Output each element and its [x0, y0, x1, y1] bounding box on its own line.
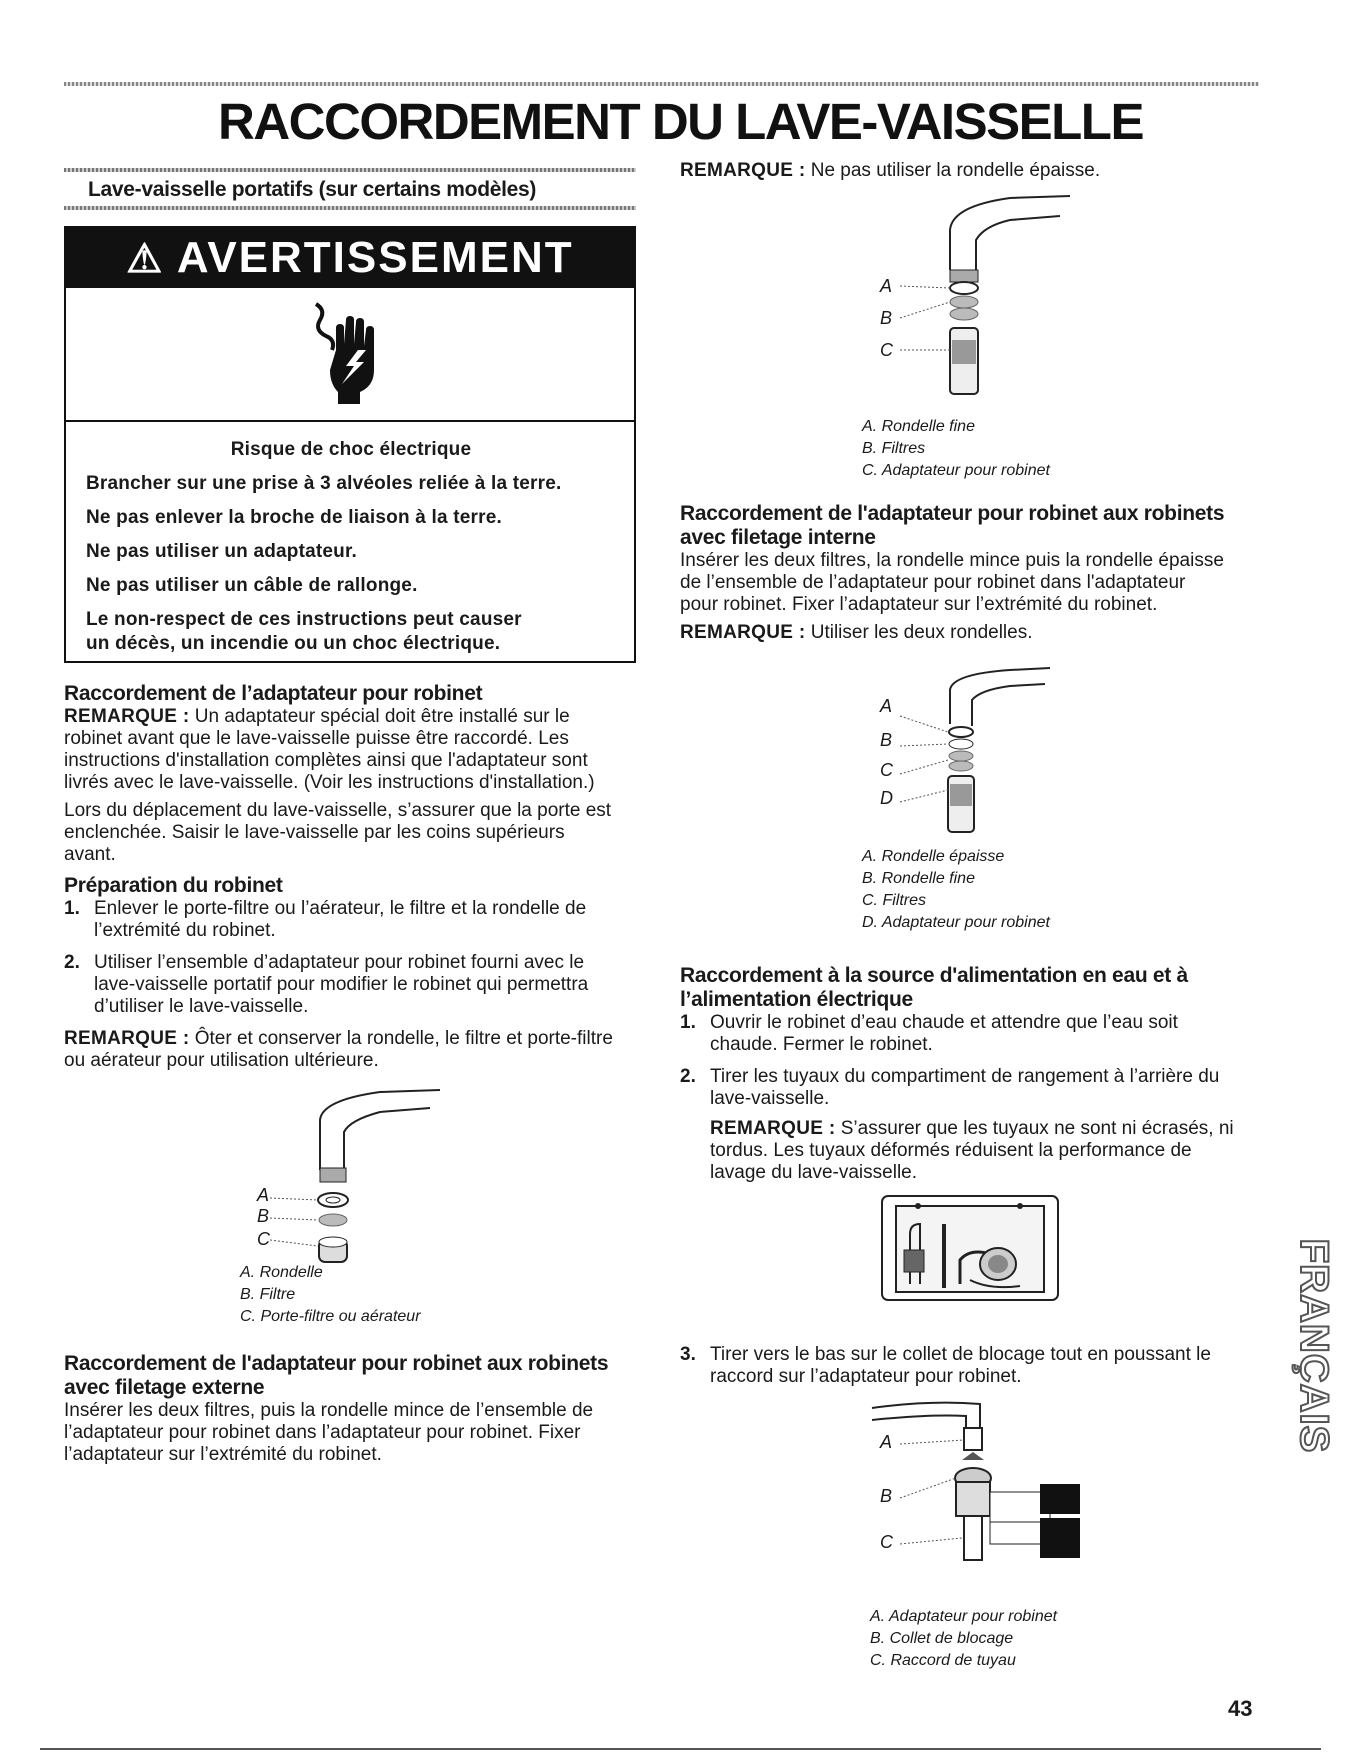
step-text: Utiliser l’ensemble d’adaptateur pour robinet fourni avec le — [94, 952, 585, 973]
heading-external-thread — [64, 1352, 608, 1400]
warning-line-5: Ne pas utiliser un câble de rallonge. — [86, 575, 418, 596]
fig1-label-b: B — [257, 1206, 270, 1226]
step-number: 1. — [64, 898, 80, 919]
note-label: REMARQUE : — [64, 706, 190, 727]
step-number: 3. — [680, 1344, 696, 1365]
paragraph-line: l’adaptateur pour robinet dans l’adaptateur pour robinet. Fixer — [64, 1422, 581, 1443]
step-text: Enlever le porte-filtre ou l’aérateur, le filtre et la rondelle de — [94, 898, 587, 919]
step-text: lave-vaisselle. — [710, 1088, 830, 1109]
caption: B. Filtre — [240, 1286, 296, 1303]
warning-triangle-icon: ⚠ — [126, 237, 165, 281]
hose-compartment-figure — [880, 1194, 1060, 1304]
fig1-label-a: A — [257, 1185, 270, 1205]
note-both-washers — [680, 622, 1260, 644]
caption: C. Adaptateur pour robinet — [862, 462, 1050, 479]
heading-line: avec filetage externe — [64, 1376, 265, 1399]
note-thick-washer — [680, 160, 1260, 182]
note-text: Utiliser les deux rondelles. — [805, 622, 1033, 643]
list-item — [680, 1012, 1260, 1056]
language-side-tab — [1292, 1216, 1336, 1476]
faucet-figure-1 — [240, 1080, 460, 1280]
heading-line: Raccordement de l'adaptateur pour robinet aux robinets — [64, 1352, 609, 1375]
top-rule — [64, 82, 1259, 86]
step-text: Tirer vers le bas sur le collet de blocage tout en poussant le — [710, 1344, 1211, 1365]
step-text: d’utiliser le lave-vaisselle. — [94, 996, 309, 1017]
faucet-figure-3 — [880, 664, 1080, 854]
fig2-label-a: A — [880, 276, 893, 296]
faucet-hose-figure — [870, 1400, 1090, 1600]
page-title: RACCORDEMENT DU LAVE-VAISSELLE — [218, 93, 1143, 150]
note-text: robinet avant que le lave-vaisselle puisse être raccordé. Les — [64, 728, 569, 749]
caption: A. Adaptateur pour robinet — [870, 1608, 1058, 1625]
caption: B. Filtres — [862, 440, 926, 457]
warning-line-1: Risque de choc électrique — [230, 439, 472, 460]
paragraph-external — [64, 1400, 644, 1466]
paragraph-line: enclenchée. Saisir le lave-vaisselle par les coins supérieurs — [64, 822, 565, 843]
fig2-captions — [862, 416, 1050, 482]
note-special-adapter — [64, 706, 644, 794]
heading-internal-thread — [680, 502, 1224, 550]
note-text: instructions d'installation complètes ainsi que l'adaptateur sont — [64, 750, 588, 771]
paragraph-internal — [680, 550, 1260, 616]
warning-line-4: Ne pas utiliser un adaptateur. — [86, 541, 358, 562]
paragraph-line: avant. — [64, 844, 116, 865]
fig5-captions — [870, 1606, 1057, 1672]
side-tab-text: FRANÇAIS — [1292, 1238, 1336, 1454]
note-text: lavage du lave-vaisselle. — [710, 1162, 918, 1183]
caption: C. Porte-filtre ou aérateur — [240, 1308, 421, 1325]
fig1-captions — [240, 1262, 421, 1328]
note-hoses — [710, 1118, 1270, 1184]
note-text: Ôter et conserver la rondelle, le filtre et porte-filtre — [189, 1028, 613, 1049]
step-text: raccord sur l’adaptateur pour robinet. — [710, 1366, 1022, 1387]
fig5-label-c: C — [880, 1532, 893, 1552]
warning-line-3: Ne pas enlever la broche de liaison à la terre. — [86, 507, 502, 528]
warning-icon-area — [66, 288, 634, 422]
note-label: REMARQUE : — [710, 1118, 836, 1139]
caption: B. Collet de blocage — [870, 1630, 1014, 1647]
heading-water-power — [680, 964, 1188, 1012]
step-number: 1. — [680, 1012, 696, 1033]
paragraph-line: Lors du déplacement du lave-vaisselle, s’assurer que la porte est — [64, 800, 612, 821]
electric-shock-hand-icon — [306, 300, 396, 410]
step-text: Tirer les tuyaux du compartiment de rangement à l’arrière du — [710, 1066, 1220, 1087]
warning-line-6: Le non-respect de ces instructions peut causer — [86, 609, 522, 630]
fig2-label-c: C — [880, 340, 893, 360]
fig5-label-b: B — [880, 1486, 893, 1506]
caption: C. Filtres — [862, 892, 926, 909]
note-label: REMARQUE : — [680, 622, 806, 643]
fig5-label-a: A — [880, 1432, 893, 1452]
caption: A. Rondelle fine — [862, 418, 975, 435]
paragraph-line: pour robinet. Fixer l’adaptateur sur l’extrémité du robinet. — [680, 594, 1158, 615]
caption: B. Rondelle fine — [862, 870, 975, 887]
note-text: Ne pas utiliser la rondelle épaisse. — [805, 160, 1101, 181]
paragraph-line: Insérer les deux filtres, la rondelle mince puis la rondelle épaisse — [680, 550, 1224, 571]
fig2-label-b: B — [880, 308, 893, 328]
warning-header-text: AVERTISSEMENT — [176, 233, 574, 282]
note-text: ou aérateur pour utilisation ultérieure. — [64, 1050, 379, 1071]
note-text: livrés avec le lave-vaisselle. (Voir les instructions d'installation.) — [64, 772, 595, 793]
note-label: REMARQUE : — [680, 160, 806, 181]
list-item — [680, 1344, 1260, 1388]
note-label: REMARQUE : — [64, 1028, 190, 1049]
step-text: Ouvrir le robinet d’eau chaude et attendre que l’eau soit — [710, 1012, 1178, 1033]
caption: A. Rondelle — [240, 1264, 323, 1281]
fig3-label-b: B — [880, 730, 893, 750]
faucet-figure-2 — [880, 190, 1080, 410]
paragraph-moving — [64, 800, 644, 866]
step-number: 2. — [64, 952, 80, 973]
note-text: S’assurer que les tuyaux ne sont ni écrasés, ni — [835, 1118, 1234, 1139]
warning-header — [66, 228, 634, 288]
paragraph-line: Insérer les deux filtres, puis la rondelle mince de l’ensemble de — [64, 1400, 594, 1421]
list-item — [64, 952, 644, 1018]
note-text: tordus. Les tuyaux déformés réduisent la performance de — [710, 1140, 1192, 1161]
note-text: Un adaptateur spécial doit être installé sur le — [189, 706, 570, 727]
paragraph-line: de l’ensemble de l’adaptateur pour robinet dans l'adaptateur — [680, 572, 1186, 593]
section-title: Lave-vaisselle portatifs (sur certains modèles) — [88, 178, 537, 201]
section-rule-bottom — [64, 206, 636, 210]
heading-line: Raccordement de l'adaptateur pour robinet aux robinets — [680, 502, 1225, 525]
warning-line-7: un décès, un incendie ou un choc électrique. — [86, 633, 501, 654]
paragraph-line: l’adaptateur sur l’extrémité du robinet. — [64, 1444, 382, 1465]
heading-faucet-prep: Préparation du robinet — [64, 874, 283, 897]
caption: A. Rondelle épaisse — [862, 848, 1005, 865]
note-keep-parts — [64, 1028, 644, 1072]
section-rule-top — [64, 168, 636, 172]
warning-line-2: Brancher sur une prise à 3 alvéoles reliée à la terre. — [86, 473, 562, 494]
list-item — [64, 898, 644, 942]
fig3-label-d: D — [880, 788, 893, 808]
step-number: 2. — [680, 1066, 696, 1087]
fig1-label-c: C — [257, 1229, 270, 1249]
fig3-captions — [862, 846, 1050, 934]
fig3-label-a: A — [880, 696, 893, 716]
bottom-rule — [40, 1748, 1321, 1750]
step-text: lave-vaisselle portatif pour modifier le robinet qui permettra — [94, 974, 589, 995]
heading-faucet-adapter: Raccordement de l’adaptateur pour robinet — [64, 682, 483, 705]
caption: D. Adaptateur pour robinet — [862, 914, 1050, 931]
list-item — [680, 1066, 1260, 1110]
caption: C. Raccord de tuyau — [870, 1652, 1016, 1669]
heading-line: avec filetage interne — [680, 526, 876, 549]
page-number: 43 — [1228, 1696, 1253, 1721]
warning-box — [64, 226, 636, 663]
step-text: l’extrémité du robinet. — [94, 920, 276, 941]
fig3-label-c: C — [880, 760, 893, 780]
step-text: chaude. Fermer le robinet. — [710, 1034, 933, 1055]
heading-line: Raccordement à la source d'alimentation en eau et à — [680, 964, 1188, 987]
heading-line: l’alimentation électrique — [680, 988, 913, 1011]
